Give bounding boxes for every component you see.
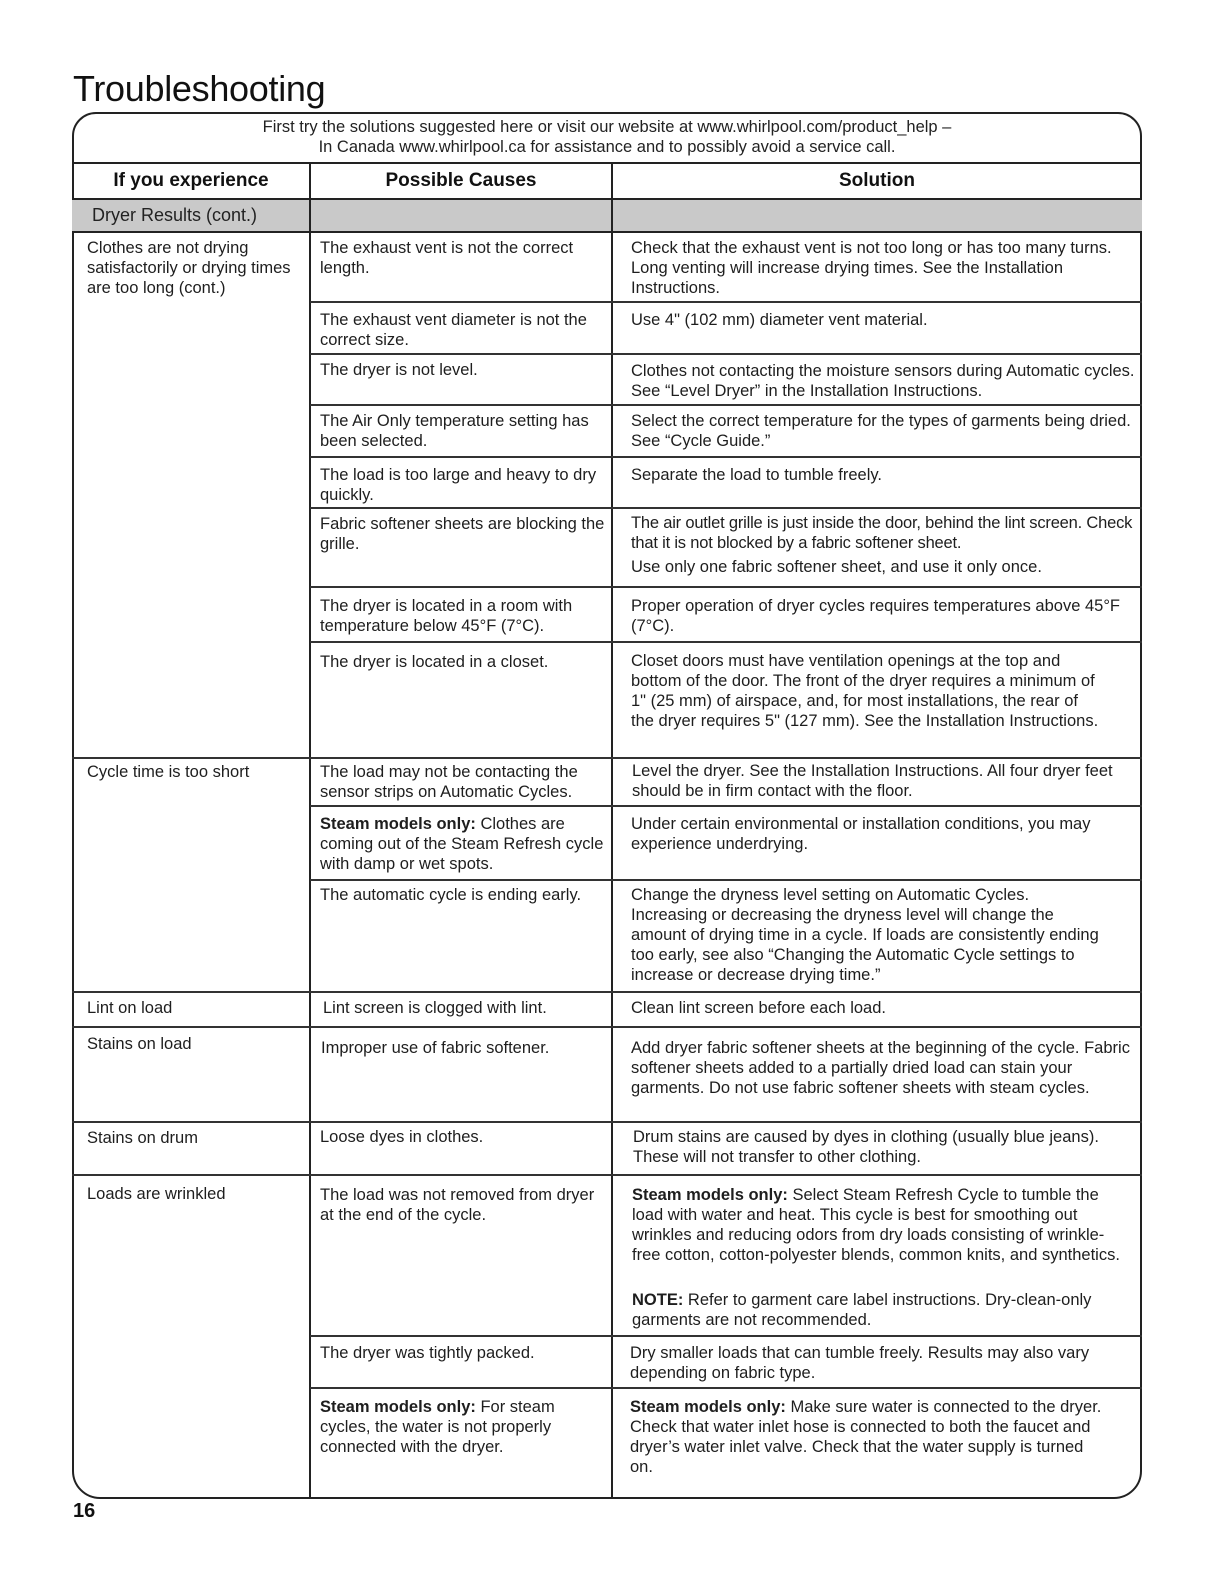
row-divider: [310, 879, 1142, 881]
intro-line-1: First try the solutions suggested here or visit our website at www.whirlpool.com/product_help –: [262, 118, 952, 136]
cause-cell: The load is too large and heavy to dry quickly.: [320, 466, 597, 504]
solution-cell: Proper operation of dryer cycles requires temperatures above 45°F (7°C).: [631, 597, 1121, 635]
solution-cell: Clothes not contacting the moisture sensors during Automatic cycles. See “Level Dryer” in the Installation Instructions.: [631, 362, 1135, 400]
solution-bold-prefix: Steam models only:: [630, 1398, 786, 1416]
cause-cell: The automatic cycle is ending early.: [320, 886, 582, 904]
row-divider: [72, 991, 1142, 993]
problem-loads-wrinkled: Loads are wrinkled: [87, 1185, 226, 1203]
row-divider: [72, 1174, 1142, 1176]
row-divider: [310, 1335, 1142, 1337]
intro-text: [74, 117, 1140, 157]
row-divider: [310, 805, 1142, 807]
cause-cell: The exhaust vent is not the correct length.: [320, 239, 574, 277]
solution-cell: [632, 1185, 1132, 1265]
column-divider-1: [309, 163, 311, 1498]
solution-cell: Dry smaller loads that can tumble freely. Results may also vary depending on fabric type.: [630, 1344, 1090, 1382]
solution-text: Make sure water is connected to the dryer. Check that water inlet hose is connected to both the faucet and dryer’s water inlet valve. Check that the water supply is turned on.: [630, 1398, 1102, 1476]
cause-cell: The exhaust vent diameter is not the correct size.: [320, 311, 587, 349]
cause-cell: The load was not removed from dryer at the end of the cycle.: [320, 1186, 595, 1224]
header-possible-causes: Possible Causes: [385, 170, 537, 191]
cause-cell: Loose dyes in clothes.: [320, 1128, 484, 1146]
solution-cell: Check that the exhaust vent is not too long or has too many turns. Long venting will increase drying times. See the Installation Instructions.: [631, 239, 1112, 297]
cause-bold-prefix: Steam models only:: [320, 815, 476, 833]
intro-line-2: In Canada www.whirlpool.ca for assistance and to possibly avoid a service call.: [318, 138, 896, 156]
page-title: Troubleshooting: [73, 68, 326, 109]
cause-cell: Improper use of fabric softener.: [321, 1039, 550, 1057]
solution-cell-extra: Use only one fabric softener sheet, and use it only once.: [631, 558, 1042, 576]
row-divider: [310, 641, 1142, 643]
cause-text: For steam cycles, the water is not properly connected with the dryer.: [320, 1398, 555, 1456]
problem-stains-on-drum: Stains on drum: [87, 1129, 198, 1147]
solution-note: [632, 1290, 1137, 1330]
row-divider: [310, 456, 1142, 458]
row-divider: [310, 1387, 1142, 1389]
solution-cell: Clean lint screen before each load.: [631, 999, 886, 1017]
header-if-you-experience: If you experience: [113, 170, 269, 191]
cause-cell: The load may not be contacting the sensor strips on Automatic Cycles.: [320, 763, 578, 801]
cause-cell: Lint screen is clogged with lint.: [323, 999, 547, 1017]
solution-cell: Drum stains are caused by dyes in clothing (usually blue jeans). These will not transfer to other clothing.: [633, 1128, 1099, 1166]
cause-cell: The dryer is not level.: [320, 361, 478, 379]
cause-cell: [320, 814, 605, 874]
problem-lint-on-load: Lint on load: [87, 999, 173, 1017]
row-divider: [310, 507, 1142, 509]
row-divider: [310, 586, 1142, 588]
cause-text: Clothes are coming out of the Steam Refresh cycle with damp or wet spots.: [320, 815, 604, 873]
cause-cell: [320, 1397, 605, 1457]
solution-cell: Change the dryness level setting on Automatic Cycles. Increasing or decreasing the dryness level will change the amount of drying time in a cycle. If loads are consistently ending too early, see also “Changing the Automatic Cycle settings to increase or decrease drying time.”: [631, 886, 1099, 984]
row-divider: [310, 404, 1142, 406]
cause-cell: The dryer was tightly packed.: [320, 1344, 535, 1362]
solution-cell: Add dryer fabric softener sheets at the beginning of the cycle. Fabric softener sheets added to a partially dried load can stain your garments. Do not use fabric softener sheets with steam cycles.: [631, 1039, 1130, 1097]
solution-cell: Level the dryer. See the Installation Instructions. All four dryer feet should be in firm contact with the floor.: [632, 762, 1113, 800]
table-header: [72, 162, 1142, 200]
problem-cycle-too-short: Cycle time is too short: [87, 763, 250, 781]
note-bold-prefix: NOTE:: [632, 1291, 684, 1309]
problem-not-drying: Clothes are not drying satisfactorily or drying times are too long (cont.): [87, 239, 291, 297]
cause-cell: Fabric softener sheets are blocking the grille.: [320, 515, 605, 553]
solution-cell: Closet doors must have ventilation openings at the top and bottom of the door. The front of the dryer requires a minimum of 1" (25 mm) of airspace, and, for most installations, the rear of the dryer requires 5" (127 mm). See the Installation Instructions.: [631, 652, 1099, 730]
row-divider: [310, 353, 1142, 355]
page-number: 16: [73, 1500, 96, 1522]
cause-cell: The dryer is located in a closet.: [320, 653, 549, 671]
header-solution: Solution: [839, 170, 915, 191]
solution-cell: Use 4" (102 mm) diameter vent material.: [631, 311, 928, 329]
row-divider: [72, 1026, 1142, 1028]
cause-cell: The dryer is located in a room with temperature below 45°F (7°C).: [320, 597, 573, 635]
solution-cell: The air outlet grille is just inside the door, behind the lint screen. Check that it is not blocked by a fabric softener sheet.: [631, 514, 1133, 552]
solution-cell: Select the correct temperature for the types of garments being dried. See “Cycle Guide.”: [631, 412, 1131, 450]
problem-stains-on-load: Stains on load: [87, 1035, 192, 1053]
row-divider: [310, 301, 1142, 303]
column-divider-2: [611, 163, 613, 1498]
solution-cell: Under certain environmental or installation conditions, you may experience underdrying.: [631, 815, 1091, 853]
solution-cell: Separate the load to tumble freely.: [631, 466, 883, 484]
cause-bold-prefix: Steam models only:: [320, 1398, 476, 1416]
section-label: Dryer Results (cont.): [92, 205, 258, 225]
solution-cell: [630, 1397, 1110, 1477]
cause-cell: The Air Only temperature setting has been selected.: [320, 412, 589, 450]
note-text: Refer to garment care label instructions. Dry-clean-only garments are not recommended.: [632, 1291, 1092, 1329]
solution-bold-prefix: Steam models only:: [632, 1186, 788, 1204]
row-divider: [72, 757, 1142, 759]
row-divider: [72, 1121, 1142, 1123]
solution-text: Select Steam Refresh Cycle to tumble the load with water and heat. This cycle is best for smoothing out wrinkles and reducing odors from dry loads consisting of wrinkle-free cotton, cotton-polyester blends, common knits, and synthetics.: [632, 1186, 1120, 1264]
